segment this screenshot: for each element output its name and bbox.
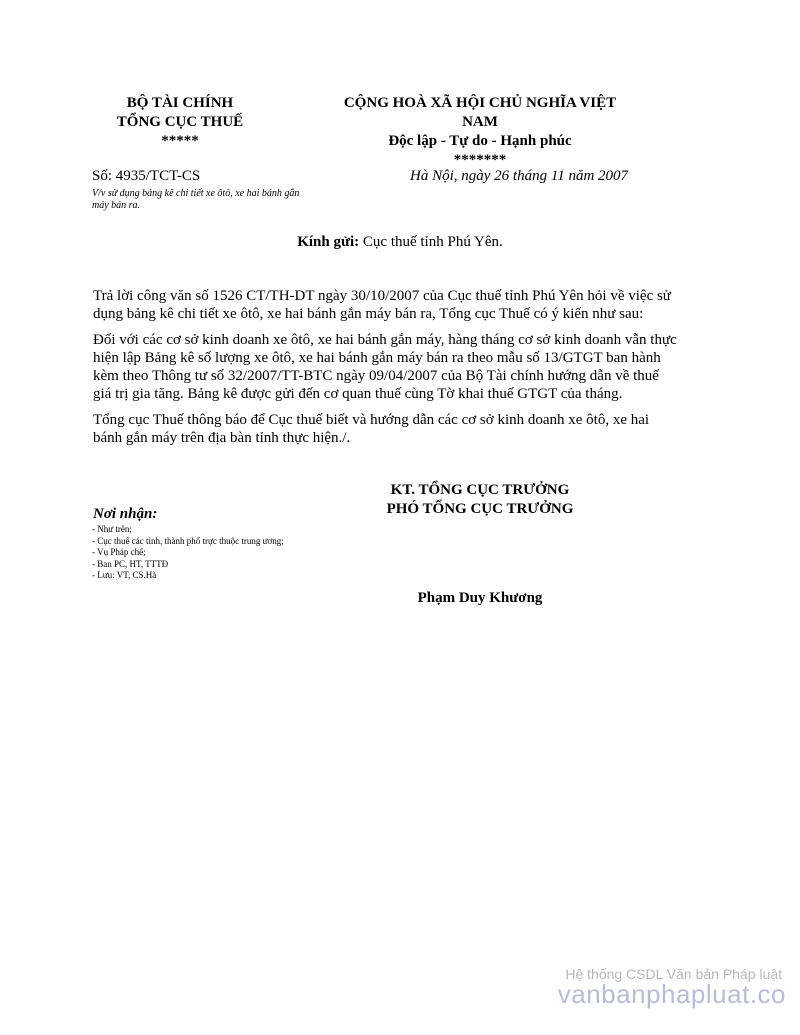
watermark-caption: Hệ thống CSDL Văn bản Pháp luật [565,966,782,982]
signature-title [330,481,630,519]
national-motto: Độc lập - Tự do - Hạnh phúc [388,133,572,149]
department-name: TỔNG CỤC THUẾ [116,114,244,130]
body-paragraph-1: Trả lời công văn số 1526 CT/TH-DT ngày 30/10/2007 của Cục thuế tỉnh Phú Yên hỏi về việc sử dụng bảng kê chi tiết xe ôtô, xe hai bánh gắn máy bán ra, Tổng cục Thuế có ý kiến như sau: [93,288,671,322]
body-paragraph-3: Tổng cục Thuế thông báo để Cục thuế biết và hướng dẫn các cơ sở kinh doanh xe ôtô, xe hai bánh gắn máy trên địa bàn tỉnh thực hiện./. [93,412,650,446]
issuer-stars: ***** [161,133,199,149]
recipients-list [92,524,302,582]
recipient-item: - Cục thuế các tỉnh, thành phố trực thuộc trung ương; [92,535,284,546]
national-heading-block [330,94,630,170]
republic-name-line1: CỘNG HOÀ XÃ HỘI CHỦ NGHĨA VIỆT [343,95,617,111]
document-number: Số: 4935/TCT-CS [92,168,201,184]
recipient-item: - Ban PC, HT, TTTĐ [92,558,169,569]
recipient-value: Cục thuế tỉnh Phú Yên. [362,234,503,250]
signer-name: Phạm Duy Khương [417,590,543,606]
republic-name-line2: NAM [462,114,498,130]
document-subject: V/v sử dụng bảng kê chi tiết xe ôtô, xe hai bánh gắn máy bán ra. [92,188,300,211]
watermark-site: vanbanphapluat.co [557,979,786,1009]
recipient-item: - Như trên; [92,524,132,534]
recipient-item: - Lưu: VT, CS.Hà [92,570,157,580]
body-paragraph-2: Đối với các cơ sở kinh doanh xe ôtô, xe hai bánh gắn máy, hàng tháng cơ sở kinh doanh vẫn thực hiện lập Bảng kê số lượng xe ôtô, xe hai bánh gắn máy bán ra theo mẫu số 13/GTGT ban hành kèm theo Thông tư số 32/2007/TT-BTC ngày 09/04/2007 của Bộ Tài chính hướng dẫn về thuế giá trị gia tăng. Bảng kê được gửi đến cơ quan thuế cùng Tờ khai thuế GTGT của tháng. [93,332,677,402]
recipients-heading: Nơi nhận: [93,506,158,522]
issuer-block [90,94,270,151]
recipient-line [0,234,800,251]
motto-stars: ******* [453,152,507,168]
recipient-label: Kính gửi: [297,234,360,250]
issue-date: Hà Nội, ngày 26 tháng 11 năm 2007 [410,168,629,184]
recipient-item: - Vụ Pháp chế; [92,547,146,557]
signature-title-line1: KT. TỔNG CỤC TRƯỞNG [390,482,570,498]
ministry-name: BỘ TÀI CHÍNH [126,95,234,111]
signature-title-line2: PHÓ TỔNG CỤC TRƯỞNG [386,501,574,517]
